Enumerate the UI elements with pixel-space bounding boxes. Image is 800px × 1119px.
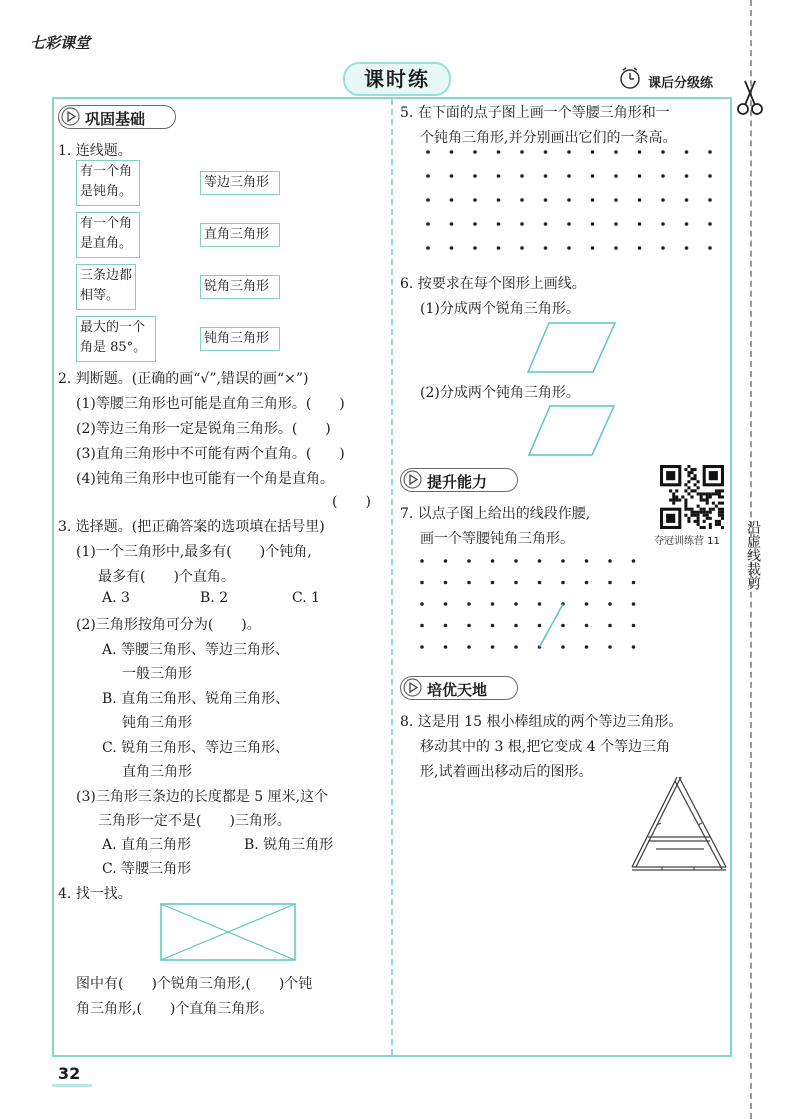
grid-dot (632, 559, 636, 563)
page-number: 32 (58, 1064, 81, 1083)
column-divider (391, 99, 393, 1055)
grid-dot (514, 559, 518, 563)
grid-dot (608, 624, 612, 628)
grid-dot (685, 198, 689, 202)
qr-caption: 夺冠训练营 11 (654, 536, 720, 547)
grid-dot (420, 581, 424, 585)
grid-dot (591, 222, 595, 226)
q3-p1-line1: (1)一个三角形中,最多有( )个钝角, (76, 544, 312, 560)
grid-dot (514, 624, 518, 628)
q3-p3-option-b: B. 锐角三角形 (244, 837, 334, 853)
grid-dot (608, 559, 612, 563)
q8-sticks-triangles (630, 775, 730, 871)
q7-dot-grid (410, 555, 690, 655)
play-triangle-icon (403, 470, 422, 489)
grid-dot (685, 174, 689, 178)
q3-p1-line2: 最多有( )个直角。 (98, 569, 235, 585)
grid-dot (708, 150, 712, 154)
q3-p2-option-b1: B. 直角三角形、锐角三角形、 (102, 691, 290, 707)
grid-dot (561, 559, 565, 563)
page-number-underline (52, 1084, 92, 1087)
q6-parallelogram-2 (528, 405, 616, 457)
grid-dot (661, 222, 665, 226)
grid-dot (632, 581, 636, 585)
grid-dot (450, 150, 454, 154)
grid-dot (638, 174, 642, 178)
grid-dot (491, 624, 495, 628)
grid-dot (591, 150, 595, 154)
q3-p3-option-a: A. 直角三角形 (102, 837, 192, 853)
grid-dot (585, 645, 589, 649)
q3-title: 3. 选择题。(把正确答案的选项填在括号里) (58, 519, 325, 535)
given-segment (540, 604, 564, 647)
grid-dot (544, 246, 548, 250)
q3-p2-option-a1: A. 等腰三角形、等边三角形、 (102, 642, 290, 658)
q5-dot-grid (410, 144, 730, 254)
grid-dot (544, 198, 548, 202)
q1-left-box-3: 三条边都相等。 (76, 264, 136, 310)
header-right-label: 课后分级练 (648, 76, 714, 91)
grid-dot (561, 624, 565, 628)
grid-dot (426, 222, 430, 226)
grid-dot (497, 174, 501, 178)
grid-dot (444, 559, 448, 563)
q1-title: 1. 连线题。 (58, 143, 132, 159)
grid-dot (491, 602, 495, 606)
grid-dot (520, 150, 524, 154)
grid-dot (638, 150, 642, 154)
grid-dot (538, 559, 542, 563)
grid-dot (491, 559, 495, 563)
q1-left-box-2: 有一个角是直角。 (76, 212, 140, 258)
grid-dot (444, 602, 448, 606)
grid-dot (538, 624, 542, 628)
grid-dot (444, 624, 448, 628)
grid-dot (561, 581, 565, 585)
q2-answer-paren: ( ) (332, 494, 371, 510)
grid-dot (514, 602, 518, 606)
grid-dot (708, 222, 712, 226)
q4-line1: 图中有( )个锐角三角形,( )个钝 (76, 976, 313, 992)
q7-line2: 画一个等腰钝角三角形。 (420, 531, 574, 547)
grid-dot (473, 174, 477, 178)
grid-dot (444, 581, 448, 585)
q3-p2-option-c2: 直角三角形 (122, 764, 192, 780)
grid-dot (467, 581, 471, 585)
grid-dot (567, 150, 571, 154)
grid-dot (538, 581, 542, 585)
grid-dot (685, 246, 689, 250)
grid-dot (538, 602, 542, 606)
section-excellent (400, 676, 518, 700)
q3-p2-option-c1: C. 锐角三角形、等边三角形、 (102, 740, 290, 756)
grid-dot (520, 246, 524, 250)
cut-hint-text: 沿虚线裁剪 (745, 520, 761, 590)
grid-dot (467, 602, 471, 606)
grid-dot (632, 602, 636, 606)
grid-dot (473, 222, 477, 226)
grid-dot (585, 624, 589, 628)
q5-line1: 5. 在下面的点子图上画一个等腰三角形和一 (400, 105, 670, 121)
grid-dot (585, 559, 589, 563)
grid-dot (473, 150, 477, 154)
grid-dot (661, 150, 665, 154)
q2-title: 2. 判断题。(正确的画“√”,错误的画“×”) (58, 371, 309, 387)
q2-item-4: (4)钝角三角形中也可能有一个角是直角。 (76, 471, 334, 487)
q6-parallelogram-1 (527, 322, 617, 374)
q2-item-1: (1)等腰三角形也可能是直角三角形。( ) (76, 396, 345, 412)
section-advanced-label: 提升能力 (427, 473, 488, 491)
grid-dot (614, 246, 618, 250)
section-basic (58, 105, 176, 129)
q1-left-box-4: 最大的一个角是 85°。 (76, 316, 156, 362)
grid-dot (450, 174, 454, 178)
grid-dot (685, 150, 689, 154)
grid-dot (426, 198, 430, 202)
q2-item-3: (3)直角三角形中不可能有两个直角。( ) (76, 446, 345, 462)
grid-dot (638, 222, 642, 226)
grid-dot (467, 559, 471, 563)
q8-line1: 8. 这是用 15 根小棒组成的两个等边三角形。 (400, 714, 683, 730)
play-triangle-icon (403, 678, 422, 697)
q1-right-box-1: 等边三角形 (200, 171, 280, 195)
grid-dot (420, 602, 424, 606)
grid-dot (632, 624, 636, 628)
grid-dot (467, 645, 471, 649)
grid-dot (567, 222, 571, 226)
grid-dot (520, 222, 524, 226)
grid-dot (591, 198, 595, 202)
q8-line3: 形,试着画出移动后的图形。 (420, 764, 593, 780)
grid-dot (491, 581, 495, 585)
scissors-icon (736, 78, 764, 118)
grid-dot (632, 645, 636, 649)
grid-dot (514, 645, 518, 649)
grid-dot (614, 198, 618, 202)
grid-dot (591, 246, 595, 250)
grid-dot (467, 624, 471, 628)
grid-dot (520, 174, 524, 178)
grid-dot (420, 559, 424, 563)
grid-dot (544, 174, 548, 178)
q7-line1: 7. 以点子图上给出的线段作腰, (400, 506, 591, 522)
page-title: 课时练 (343, 62, 451, 96)
grid-dot (520, 198, 524, 202)
grid-dot (561, 645, 565, 649)
qr-code (660, 465, 724, 529)
grid-dot (497, 198, 501, 202)
section-basic-label: 巩固基础 (85, 110, 146, 128)
q1-right-box-2: 直角三角形 (200, 223, 280, 247)
grid-dot (514, 581, 518, 585)
q1-left-box-1: 有一个角是钝角。 (76, 160, 140, 206)
grid-dot (544, 222, 548, 226)
grid-dot (708, 246, 712, 250)
play-triangle-icon (61, 107, 80, 126)
grid-dot (608, 602, 612, 606)
q1-right-box-3: 锐角三角形 (200, 275, 280, 299)
q4-title: 4. 找一找。 (58, 886, 132, 902)
grid-dot (614, 150, 618, 154)
q3-p2-option-a2: 一般三角形 (122, 666, 192, 682)
grid-dot (661, 174, 665, 178)
q3-p2-title: (2)三角形按角可分为( )。 (76, 617, 261, 633)
q3-p3-line2: 三角形一定不是( )三角形。 (98, 813, 291, 829)
grid-dot (567, 198, 571, 202)
q2-item-2: (2)等边三角形一定是锐角三角形。( ) (76, 421, 331, 437)
grid-dot (497, 150, 501, 154)
q4-rectangle-figure (160, 903, 296, 961)
grid-dot (544, 150, 548, 154)
grid-dot (450, 198, 454, 202)
grid-dot (708, 198, 712, 202)
q3-p2-option-b2: 钝角三角形 (122, 715, 192, 731)
grid-dot (491, 645, 495, 649)
brand-logo: 七彩课堂 (30, 34, 91, 52)
grid-dot (614, 222, 618, 226)
q4-line2: 角三角形,( )个直角三角形。 (76, 1001, 274, 1017)
grid-dot (444, 645, 448, 649)
grid-dot (497, 246, 501, 250)
grid-dot (614, 174, 618, 178)
q3-p1-option-b: B. 2 (200, 590, 229, 606)
q8-line2: 移动其中的 3 根,把它变成 4 个等边三角 (420, 739, 671, 755)
q6-p1: (1)分成两个锐角三角形。 (420, 301, 580, 317)
grid-dot (638, 246, 642, 250)
grid-dot (473, 246, 477, 250)
grid-dot (426, 150, 430, 154)
q3-p3-line1: (3)三角形三条边的长度都是 5 厘米,这个 (76, 789, 329, 805)
q3-p3-option-c: C. 等腰三角形 (102, 861, 192, 877)
grid-dot (608, 645, 612, 649)
q5-line2: 个钝角三角形,并分别画出它们的一条高。 (420, 130, 677, 146)
q1-right-box-4: 钝角三角形 (200, 327, 280, 351)
grid-dot (450, 222, 454, 226)
grid-dot (497, 222, 501, 226)
section-excellent-label: 培优天地 (427, 681, 488, 699)
grid-dot (420, 624, 424, 628)
grid-dot (708, 174, 712, 178)
grid-dot (638, 198, 642, 202)
grid-dot (585, 581, 589, 585)
grid-dot (591, 174, 595, 178)
grid-dot (426, 174, 430, 178)
grid-dot (450, 246, 454, 250)
grid-dot (420, 645, 424, 649)
grid-dot (567, 174, 571, 178)
grid-dot (608, 581, 612, 585)
q6-title: 6. 按要求在每个图形上画线。 (400, 276, 586, 292)
grid-dot (661, 246, 665, 250)
grid-dot (426, 246, 430, 250)
q3-p1-option-c: C. 1 (292, 590, 321, 606)
q3-p1-option-a: A. 3 (102, 590, 130, 606)
clock-icon (618, 66, 642, 90)
grid-dot (585, 602, 589, 606)
q6-p2: (2)分成两个钝角三角形。 (420, 385, 580, 401)
grid-dot (661, 198, 665, 202)
grid-dot (473, 198, 477, 202)
section-advanced (400, 468, 518, 492)
grid-dot (685, 222, 689, 226)
grid-dot (567, 246, 571, 250)
